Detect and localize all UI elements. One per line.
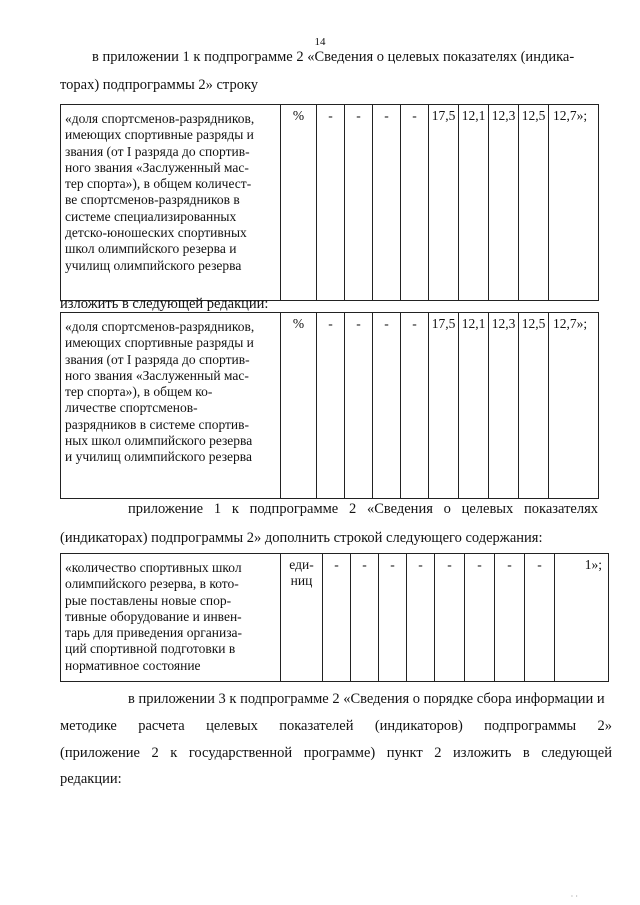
value-cell: 12,5 bbox=[519, 313, 549, 499]
paragraph-2-line-1: приложение 1 к подпрограмме 2 «Сведения о целевых показателях bbox=[128, 501, 598, 517]
paragraph-3-line-3: (приложение 2 к государственной программе) пункт 2 изложить в следующей bbox=[60, 745, 612, 761]
value-cell: - bbox=[495, 554, 525, 682]
indicator-name-cell: «количество спортивных школ олимпийского резерва, в кото- рые поставлены новые спор- тивные оборудование и инвен- тарь для приведения организа- ций спортивной подготовки в нормативное состояние bbox=[61, 554, 281, 682]
value-cell: - bbox=[345, 313, 373, 499]
value-cell: 12,1 bbox=[459, 313, 489, 499]
paragraph-1-line-2: торах) подпрограммы 2» строку bbox=[60, 77, 259, 93]
between-text: изложить в следующей редакции: bbox=[60, 296, 269, 312]
value-cell: 12,7»; bbox=[549, 105, 599, 301]
indicator-table-new bbox=[60, 312, 599, 499]
paragraph-2-line-2: (индикаторах) подпрограммы 2» дополнить строкой следующего содержания: bbox=[60, 530, 543, 546]
paragraph-3-line-2: методике расчета целевых показателей (индикаторов) подпрограммы 2» bbox=[60, 718, 612, 734]
unit-cell: % bbox=[281, 105, 317, 301]
paragraph-3-line-1: в приложении 3 к подпрограмме 2 «Сведения о порядке сбора информации и bbox=[128, 691, 605, 707]
value-cell: - bbox=[351, 554, 379, 682]
scan-mark: · · bbox=[570, 892, 578, 901]
value-cell: 12,3 bbox=[489, 105, 519, 301]
value-cell: 12,1 bbox=[459, 105, 489, 301]
unit-cell: % bbox=[281, 313, 317, 499]
value-cell: 17,5 bbox=[429, 313, 459, 499]
value-cell: - bbox=[401, 105, 429, 301]
value-cell: - bbox=[465, 554, 495, 682]
value-cell: 1»; bbox=[555, 554, 609, 682]
indicator-name-cell: «доля спортсменов-разрядников, имеющих спортивные разряды и звания (от I разряда до спортив- ного звания «Заслуженный мас- тер спорта»), в общем ко- личестве спортсменов- разрядников в системе спортив- ных школ олимпийского резерва и училищ олимпийского резерва bbox=[61, 313, 281, 499]
indicator-table-added bbox=[60, 553, 609, 682]
indicator-name-cell: «доля спортсменов-разрядников, имеющих спортивные разряды и звания (от I разряда до спортив- ного звания «Заслуженный мас- тер спорта»), в общем количест- ве спортсменов-разрядников в системе специализированных детско-юношеских спортивных школ олимпийского резерва и училищ олимпийского резерва bbox=[61, 105, 281, 301]
paragraph-1-line-1: в приложении 1 к подпрограмме 2 «Сведения о целевых показателях (индика- bbox=[92, 49, 575, 65]
value-cell: 12,5 bbox=[519, 105, 549, 301]
value-cell: - bbox=[373, 105, 401, 301]
table-row bbox=[61, 313, 599, 499]
value-cell: - bbox=[317, 313, 345, 499]
table-row bbox=[61, 554, 609, 682]
table-row bbox=[61, 105, 599, 301]
value-cell: 17,5 bbox=[429, 105, 459, 301]
page-number: 14 bbox=[314, 36, 326, 48]
value-cell: 12,3 bbox=[489, 313, 519, 499]
indicator-table-old bbox=[60, 104, 599, 301]
value-cell: - bbox=[525, 554, 555, 682]
value-cell: - bbox=[373, 313, 401, 499]
paragraph-3-line-4: редакции: bbox=[60, 771, 122, 787]
value-cell: - bbox=[407, 554, 435, 682]
value-cell: - bbox=[379, 554, 407, 682]
value-cell: - bbox=[345, 105, 373, 301]
value-cell: - bbox=[401, 313, 429, 499]
value-cell: - bbox=[435, 554, 465, 682]
value-cell: 12,7»; bbox=[549, 313, 599, 499]
value-cell: - bbox=[317, 105, 345, 301]
unit-cell: еди- ниц bbox=[281, 554, 323, 682]
value-cell: - bbox=[323, 554, 351, 682]
